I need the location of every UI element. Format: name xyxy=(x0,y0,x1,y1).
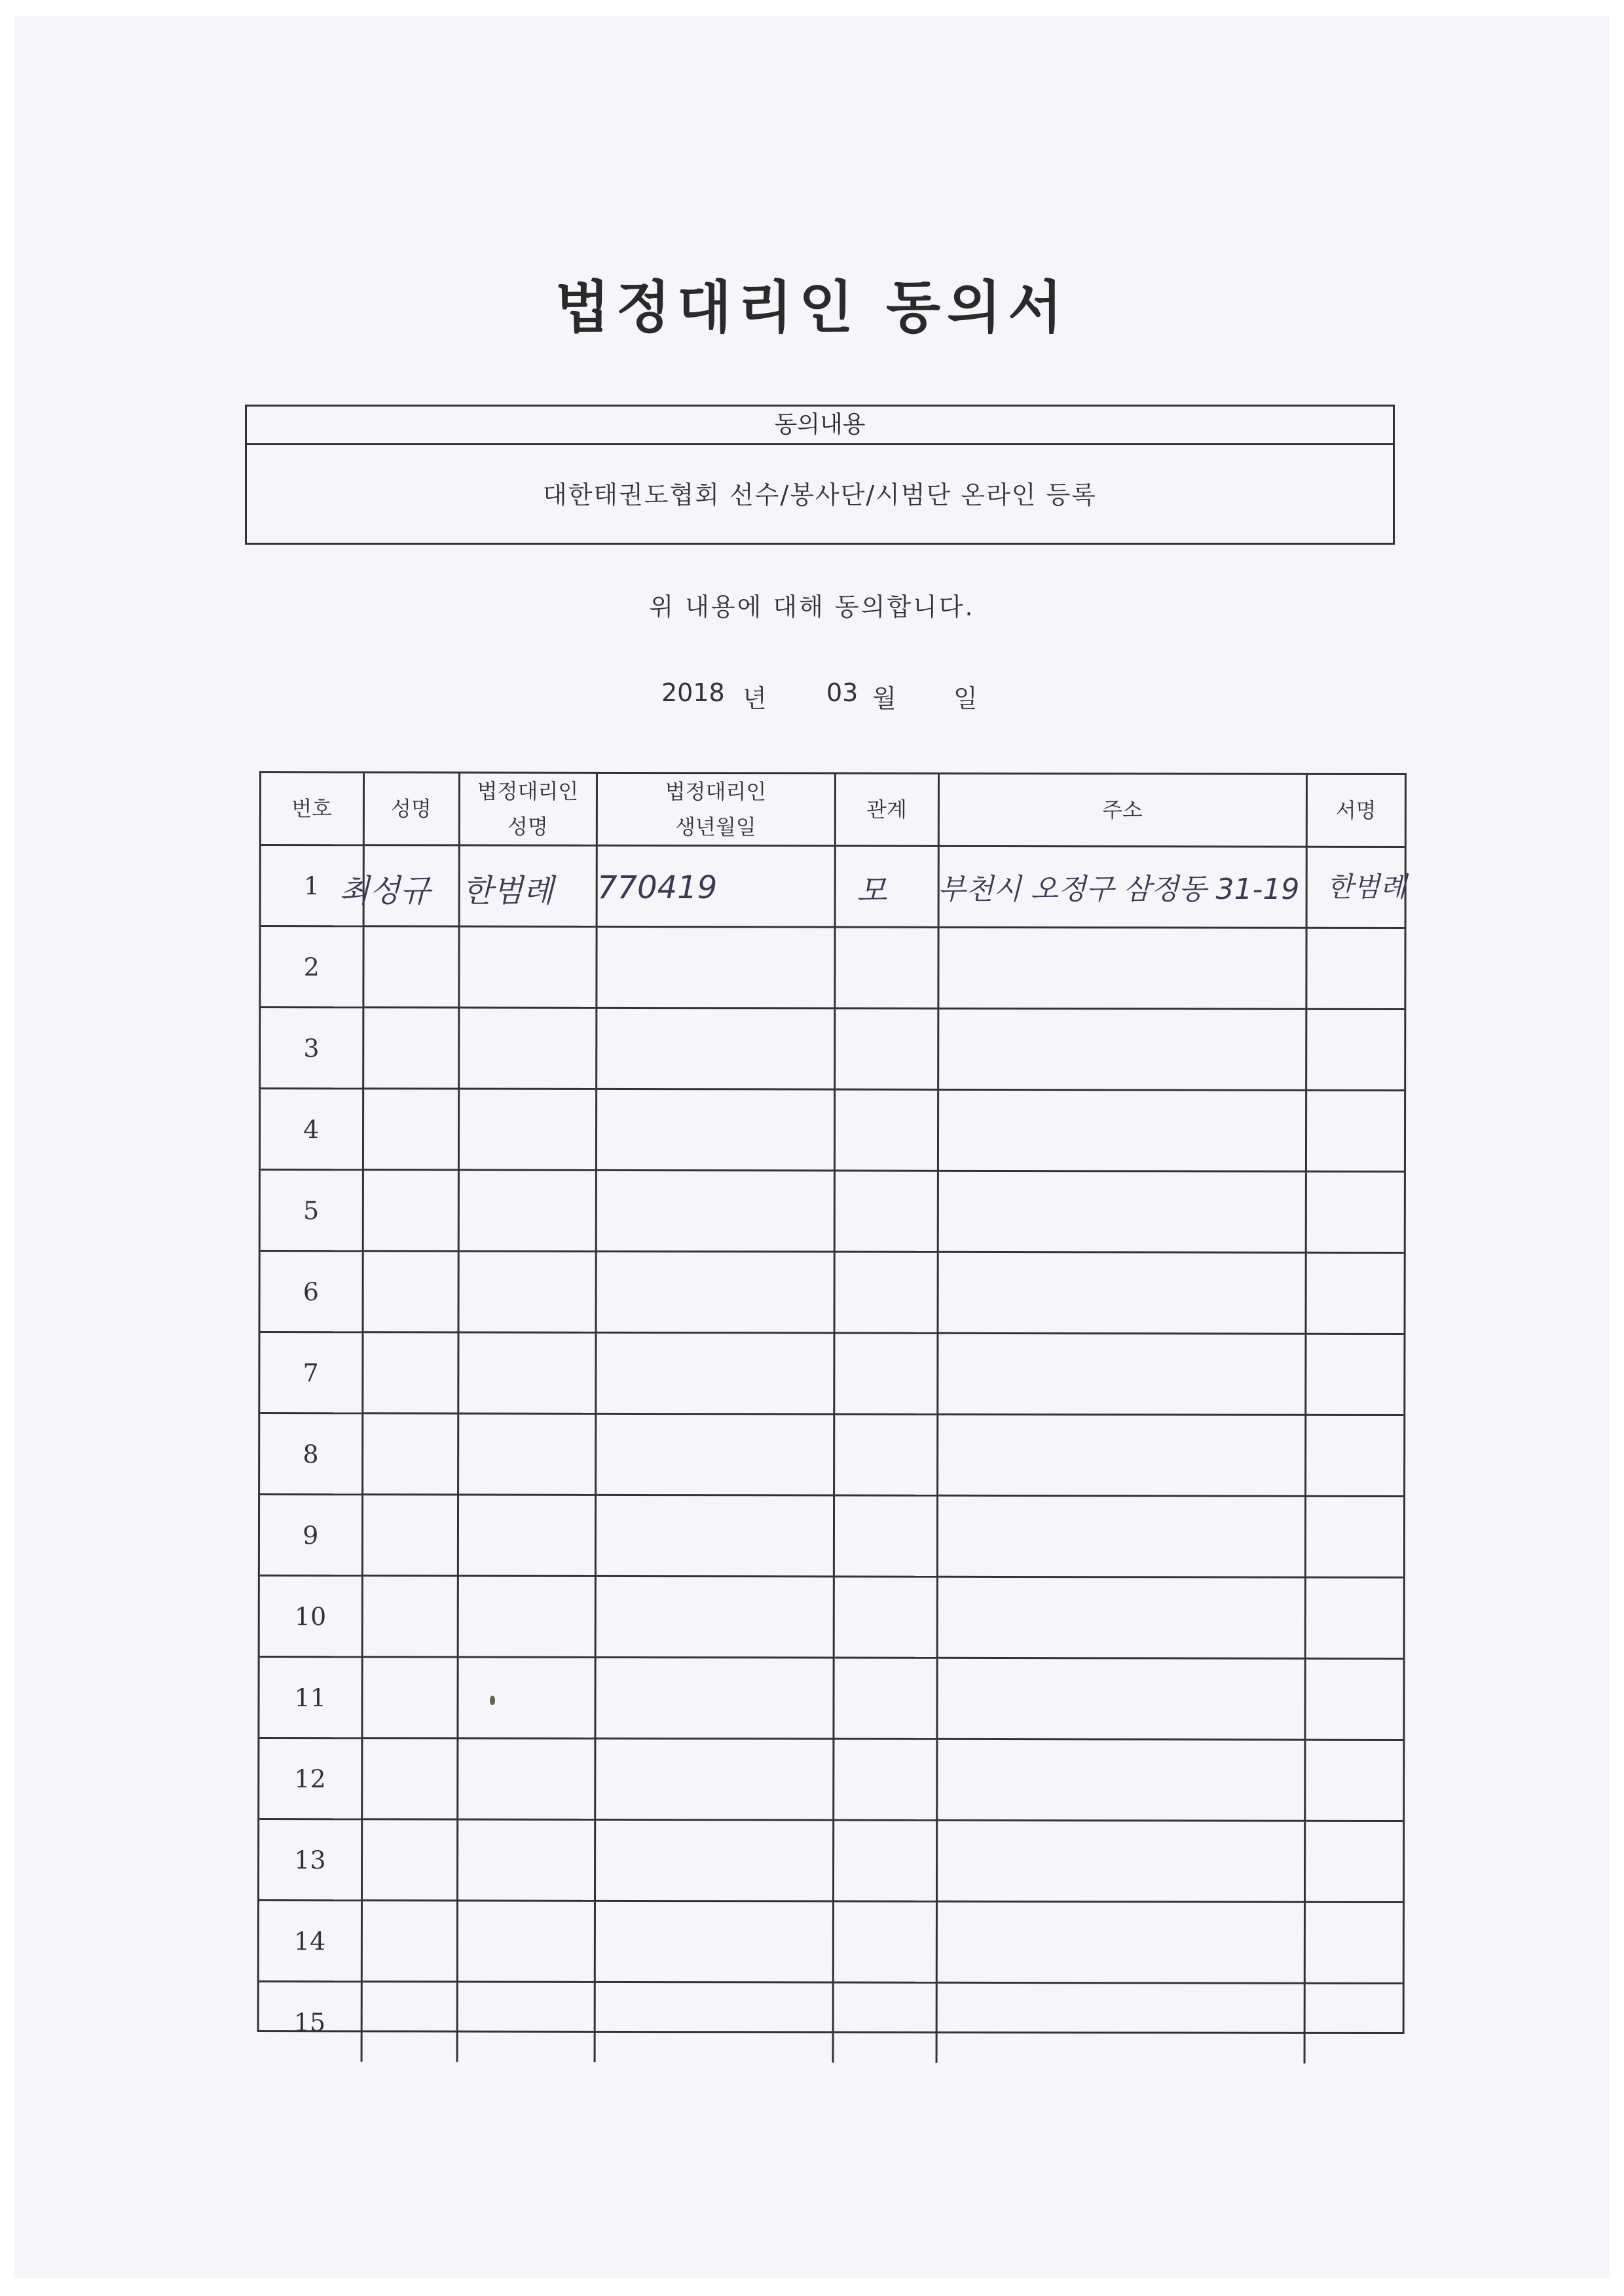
guardian-name-cell xyxy=(457,1982,595,2062)
guardian-name-cell xyxy=(457,1901,595,1982)
name-cell xyxy=(361,1901,457,1982)
guardian-birth-cell xyxy=(596,1089,834,1171)
guardian-birth-cell xyxy=(595,1819,833,1901)
consent-box xyxy=(245,405,1395,545)
name-cell xyxy=(363,926,458,1008)
signature-cell xyxy=(1305,1415,1403,1496)
address-cell xyxy=(937,1333,1305,1415)
address-cell xyxy=(938,927,1306,1009)
header-number: 번호 xyxy=(261,773,363,845)
row-number-cell: 12 xyxy=(259,1738,361,1819)
row-number-cell: 9 xyxy=(260,1495,362,1576)
signature-cell xyxy=(1306,1009,1404,1090)
row-number-cell: 8 xyxy=(260,1413,362,1495)
signature-cell xyxy=(1305,1577,1403,1658)
signature-cell xyxy=(1306,1252,1404,1334)
header-signature: 서명 xyxy=(1306,775,1405,847)
registration-table xyxy=(257,771,1407,2037)
guardian-name-cell xyxy=(458,1251,596,1332)
guardian-birth-cell xyxy=(595,1657,833,1739)
date-month: 03 xyxy=(826,678,858,707)
guardian-name-cell xyxy=(457,1657,595,1738)
row-number-cell: 2 xyxy=(261,926,363,1008)
table-row xyxy=(259,1657,1403,1740)
guardian-name-cell xyxy=(458,1089,596,1170)
row-number-cell: 3 xyxy=(261,1008,363,1089)
table-row xyxy=(260,1495,1403,1578)
header-name: 성명 xyxy=(363,773,459,845)
name-cell xyxy=(363,1251,458,1332)
table-row xyxy=(259,1901,1403,1984)
guardian-birth-cell xyxy=(596,1170,834,1252)
consent-content: 대한태권도협회 선수/봉사단/시범단 온라인 등록 xyxy=(542,481,1097,509)
row-number-cell: 6 xyxy=(261,1251,363,1332)
handwritten-relation: 모 xyxy=(857,873,887,909)
row-number-cell: 4 xyxy=(261,1089,363,1170)
address-cell xyxy=(937,1495,1305,1577)
guardian-birth-cell xyxy=(595,1738,833,1820)
address-cell xyxy=(936,1739,1304,1821)
guardian-birth-cell xyxy=(595,1982,833,2062)
guardian-birth-cell xyxy=(595,1576,834,1658)
guardian-birth-cell xyxy=(595,1495,834,1576)
date-day-unit: 일 xyxy=(953,684,978,713)
address-cell xyxy=(938,1008,1306,1090)
signature-cell xyxy=(1304,1821,1403,1902)
signature-cell xyxy=(1305,1334,1403,1415)
address-cell xyxy=(937,1414,1305,1496)
guardian-name-cell xyxy=(458,926,596,1008)
row-number-cell: 14 xyxy=(259,1901,361,1982)
table-row xyxy=(260,1576,1403,1659)
relation-cell xyxy=(834,1089,938,1171)
table-row xyxy=(261,1251,1404,1334)
signature-cell xyxy=(1306,1171,1404,1252)
header-guardian-birth: 법정대리인 생년월일 xyxy=(597,774,835,846)
name-cell xyxy=(363,1170,458,1251)
row-number-cell: 15 xyxy=(259,1982,361,2062)
name-cell xyxy=(363,1089,458,1170)
relation-cell xyxy=(834,1414,937,1495)
signature-cell xyxy=(1304,1902,1403,1983)
name-cell xyxy=(362,1413,458,1495)
guardian-name-cell xyxy=(458,1576,595,1657)
table-row xyxy=(261,1089,1404,1172)
handwritten-name: 최성규 xyxy=(339,873,431,909)
signature-cell xyxy=(1304,1658,1403,1740)
row-number-cell: 10 xyxy=(260,1576,362,1657)
address-cell xyxy=(938,1171,1306,1252)
address-cell xyxy=(938,1252,1306,1334)
header-address: 주소 xyxy=(938,774,1306,847)
guardian-birth-cell xyxy=(595,1332,834,1414)
name-cell xyxy=(363,1008,458,1089)
table-row xyxy=(259,1738,1403,1821)
document-title: 법정대리인 동의서 xyxy=(555,275,1069,340)
guardian-name-cell xyxy=(458,1495,595,1576)
handwritten-guardian-name: 한범례 xyxy=(462,873,554,909)
table-row xyxy=(261,1008,1404,1091)
handwritten-signature: 한범례 xyxy=(1327,871,1407,903)
guardian-name-cell xyxy=(458,1170,596,1251)
relation-cell xyxy=(834,1495,937,1576)
name-cell xyxy=(361,1819,457,1901)
date-year-unit: 년 xyxy=(743,684,767,713)
guardian-name-cell xyxy=(458,1413,595,1495)
table-row xyxy=(260,1413,1403,1497)
table-row xyxy=(261,926,1404,1010)
table-row xyxy=(259,1819,1403,1903)
table-header-row xyxy=(261,773,1405,847)
address-cell xyxy=(936,1658,1304,1740)
handwritten-address: 부천시 오정구 삼정동 31-19 xyxy=(938,873,1300,906)
name-cell xyxy=(361,1738,457,1819)
table-row xyxy=(259,1982,1403,2064)
relation-cell xyxy=(833,1982,936,2063)
name-cell xyxy=(362,1332,458,1413)
signature-cell xyxy=(1304,1983,1403,2064)
date-month-unit: 월 xyxy=(872,684,896,713)
row-number-cell: 13 xyxy=(259,1819,361,1901)
signature-cell xyxy=(1304,1740,1403,1821)
row-number-cell: 7 xyxy=(260,1332,362,1413)
table-row xyxy=(260,1332,1403,1415)
header-guardian-name: 법정대리인 성명 xyxy=(459,774,597,846)
handwritten-guardian-birth: 770419 xyxy=(597,869,718,906)
relation-cell xyxy=(834,927,938,1008)
table-row xyxy=(261,1170,1404,1253)
name-cell xyxy=(361,1982,457,2062)
guardian-name-cell xyxy=(458,1332,595,1413)
guardian-birth-cell xyxy=(595,1901,833,1982)
guardian-birth-cell xyxy=(595,1413,834,1495)
guardian-birth-cell xyxy=(596,1251,834,1333)
signature-cell xyxy=(1305,1496,1403,1577)
guardian-birth-cell xyxy=(596,926,834,1008)
ink-speck xyxy=(490,1696,495,1705)
row-number-cell: 5 xyxy=(261,1170,363,1251)
guardian-birth-cell xyxy=(596,1008,834,1089)
consent-header: 동의내용 xyxy=(247,407,1393,445)
relation-cell xyxy=(833,1820,936,1901)
relation-cell xyxy=(834,1171,938,1252)
row-number-cell: 1 xyxy=(261,845,363,926)
relation-cell xyxy=(833,1658,936,1739)
relation-cell xyxy=(834,1576,937,1658)
guardian-name-cell xyxy=(457,1738,595,1819)
name-cell xyxy=(362,1495,458,1576)
name-cell xyxy=(361,1657,457,1738)
relation-cell xyxy=(833,1901,936,1982)
signature-cell xyxy=(1306,928,1404,1009)
guardian-name-cell xyxy=(458,1008,596,1089)
address-cell xyxy=(937,1576,1305,1658)
address-cell xyxy=(938,1089,1306,1171)
date-year: 2018 xyxy=(661,678,725,707)
relation-cell xyxy=(833,1739,936,1820)
address-cell xyxy=(936,1982,1304,2063)
agreement-statement: 위 내용에 대해 동의합니다. xyxy=(649,592,975,621)
header-relation: 관계 xyxy=(835,774,938,847)
guardian-name-cell xyxy=(457,1819,595,1901)
address-cell xyxy=(936,1820,1304,1902)
row-number-cell: 11 xyxy=(259,1657,361,1738)
relation-cell xyxy=(834,1333,937,1414)
relation-cell xyxy=(834,1252,938,1333)
relation-cell xyxy=(834,1008,938,1089)
name-cell xyxy=(362,1576,458,1657)
signature-cell xyxy=(1306,1090,1404,1171)
address-cell xyxy=(936,1901,1304,1983)
